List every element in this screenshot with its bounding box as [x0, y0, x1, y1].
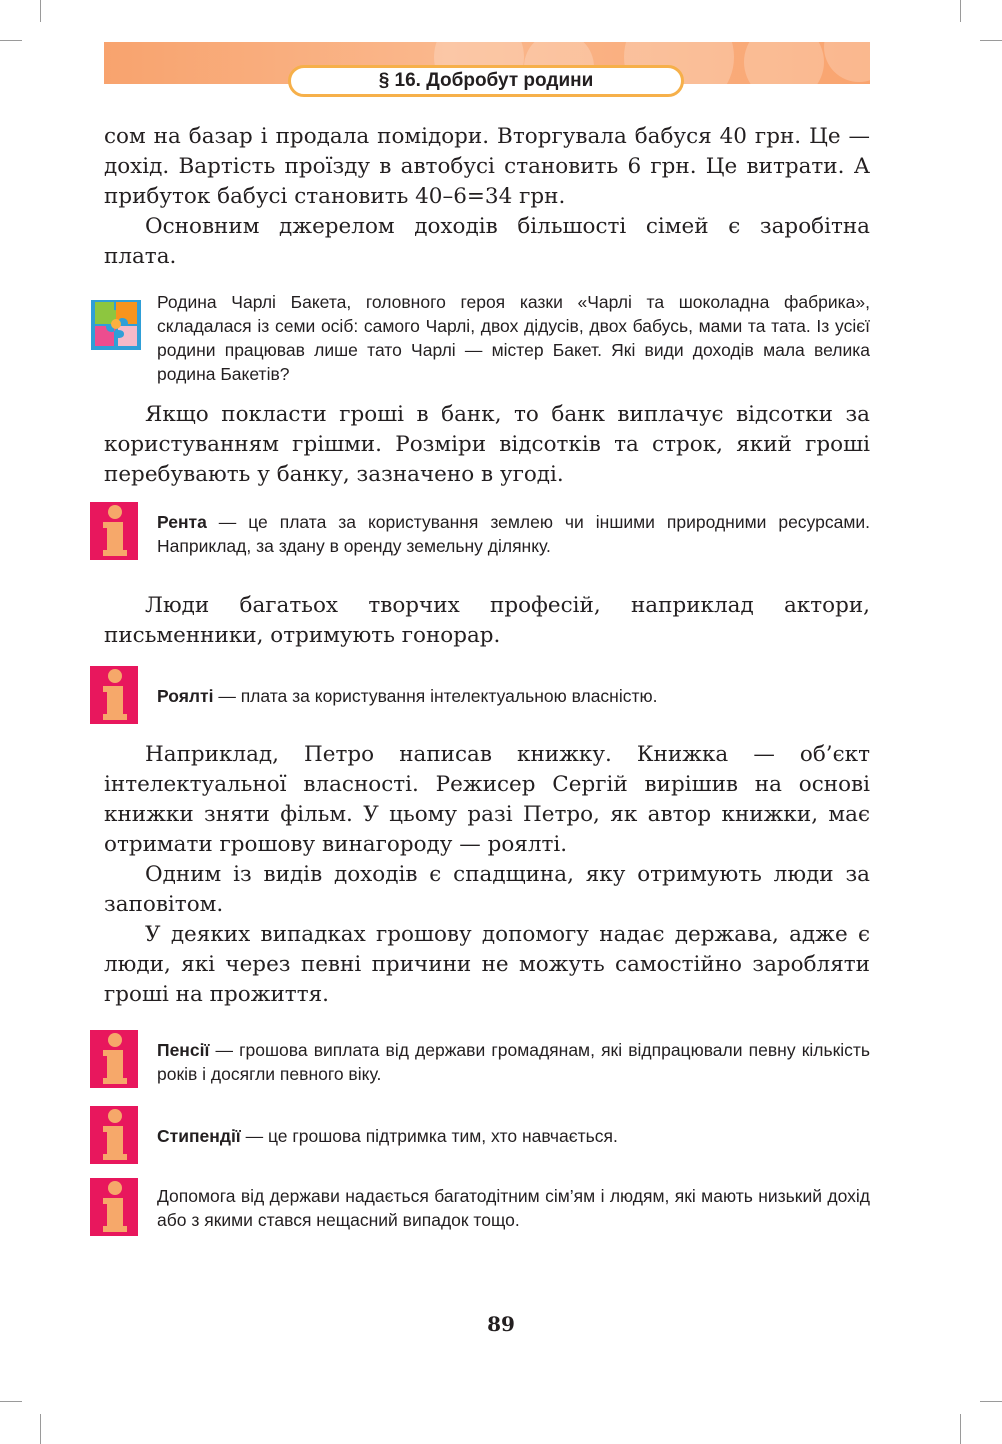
- crop-mark: [40, 1414, 41, 1444]
- info-icon: [90, 1106, 138, 1164]
- definition-text: — плата за користування інтелектуальною власністю.: [213, 686, 658, 706]
- crop-mark: [40, 0, 41, 22]
- term: Пенсії: [157, 1040, 210, 1060]
- paragraph: Якщо покласти гроші в банк, то банк виплачує відсотки за користуванням грішми. Розміри відсотків та строк, який гроші перебувають у банку, зазначено в угоді.: [104, 402, 870, 487]
- crop-mark: [960, 0, 961, 22]
- definition-text: — це грошова підтримка тим, хто навчається.: [240, 1126, 618, 1146]
- crop-mark: [960, 1414, 961, 1444]
- crop-mark: [0, 1401, 22, 1402]
- definition-help: Допомога від держави надається багатодітним сім’ям і людям, які мають низький дохід або з якими стався нещасний випадок тощо.: [157, 1186, 870, 1230]
- page-number: 89: [487, 1312, 515, 1336]
- term: Стипендії: [157, 1126, 241, 1146]
- info-icon: [90, 502, 138, 560]
- paragraph: сом на базар і продала помідори. Вторгувала бабуся 40 грн. Це — дохід. Вартість проїзду в автобусі становить 6 грн. Це витрати. А прибуток бабусі становить 40–6=34 грн.: [104, 124, 870, 209]
- paragraph: Одним із видів доходів є спадщина, яку отримують люди за заповітом.: [104, 862, 870, 917]
- term: Рента: [157, 512, 207, 532]
- info-icon: [90, 1178, 138, 1236]
- definition-stipends: [157, 1124, 870, 1148]
- crop-mark: [0, 40, 22, 41]
- definition-text: — це плата за користування землею чи іншими природними ресурсами. Наприклад, за здану в оренду земельну ділянку.: [157, 512, 870, 556]
- task-text: Родина Чарлі Бакета, головного героя казки «Чарлі та шоколадна фабрика», складалася із семи осіб: самого Чарлі, двох дідусів, двох бабусь, мами та тата. Із усієї родини працював лише тато Чарлі — містер Бакет. Які види доходів мала велика родина Бакетів?: [157, 292, 870, 384]
- definition-pensions: [157, 1038, 870, 1086]
- definition-text: — грошова виплата від держави громадянам, які відпрацювали певну кількість років і досягли певного віку.: [157, 1040, 870, 1084]
- crop-mark: [980, 40, 1002, 41]
- page-title: § 16. Добробут родини: [288, 65, 684, 97]
- definition-renta: [157, 510, 870, 558]
- paragraph: Люди багатьох творчих професій, наприклад актори, письменники, отримують гонорар.: [104, 593, 870, 648]
- paragraph: Наприклад, Петро написав книжку. Книжка — об’єкт інтелектуальної власності. Режисер Сергій вирішив на основі книжки зняти фільм. У цьому разі Петро, як автор книжки, має отримати грошову винагороду — роялті.: [104, 742, 870, 857]
- term: Роялті: [157, 686, 214, 706]
- info-icon: [90, 1030, 138, 1088]
- paragraph: Основним джерелом доходів більшості сімей є заробітна плата.: [104, 214, 870, 269]
- info-icon: [90, 666, 138, 724]
- puzzle-icon: [90, 294, 142, 354]
- paragraph: У деяких випадках грошову допомогу надає держава, адже є люди, які через певні причини не можуть самостійно заробляти гроші на прожиття.: [104, 922, 870, 1007]
- crop-mark: [980, 1401, 1002, 1402]
- definition-royalty: [157, 684, 870, 708]
